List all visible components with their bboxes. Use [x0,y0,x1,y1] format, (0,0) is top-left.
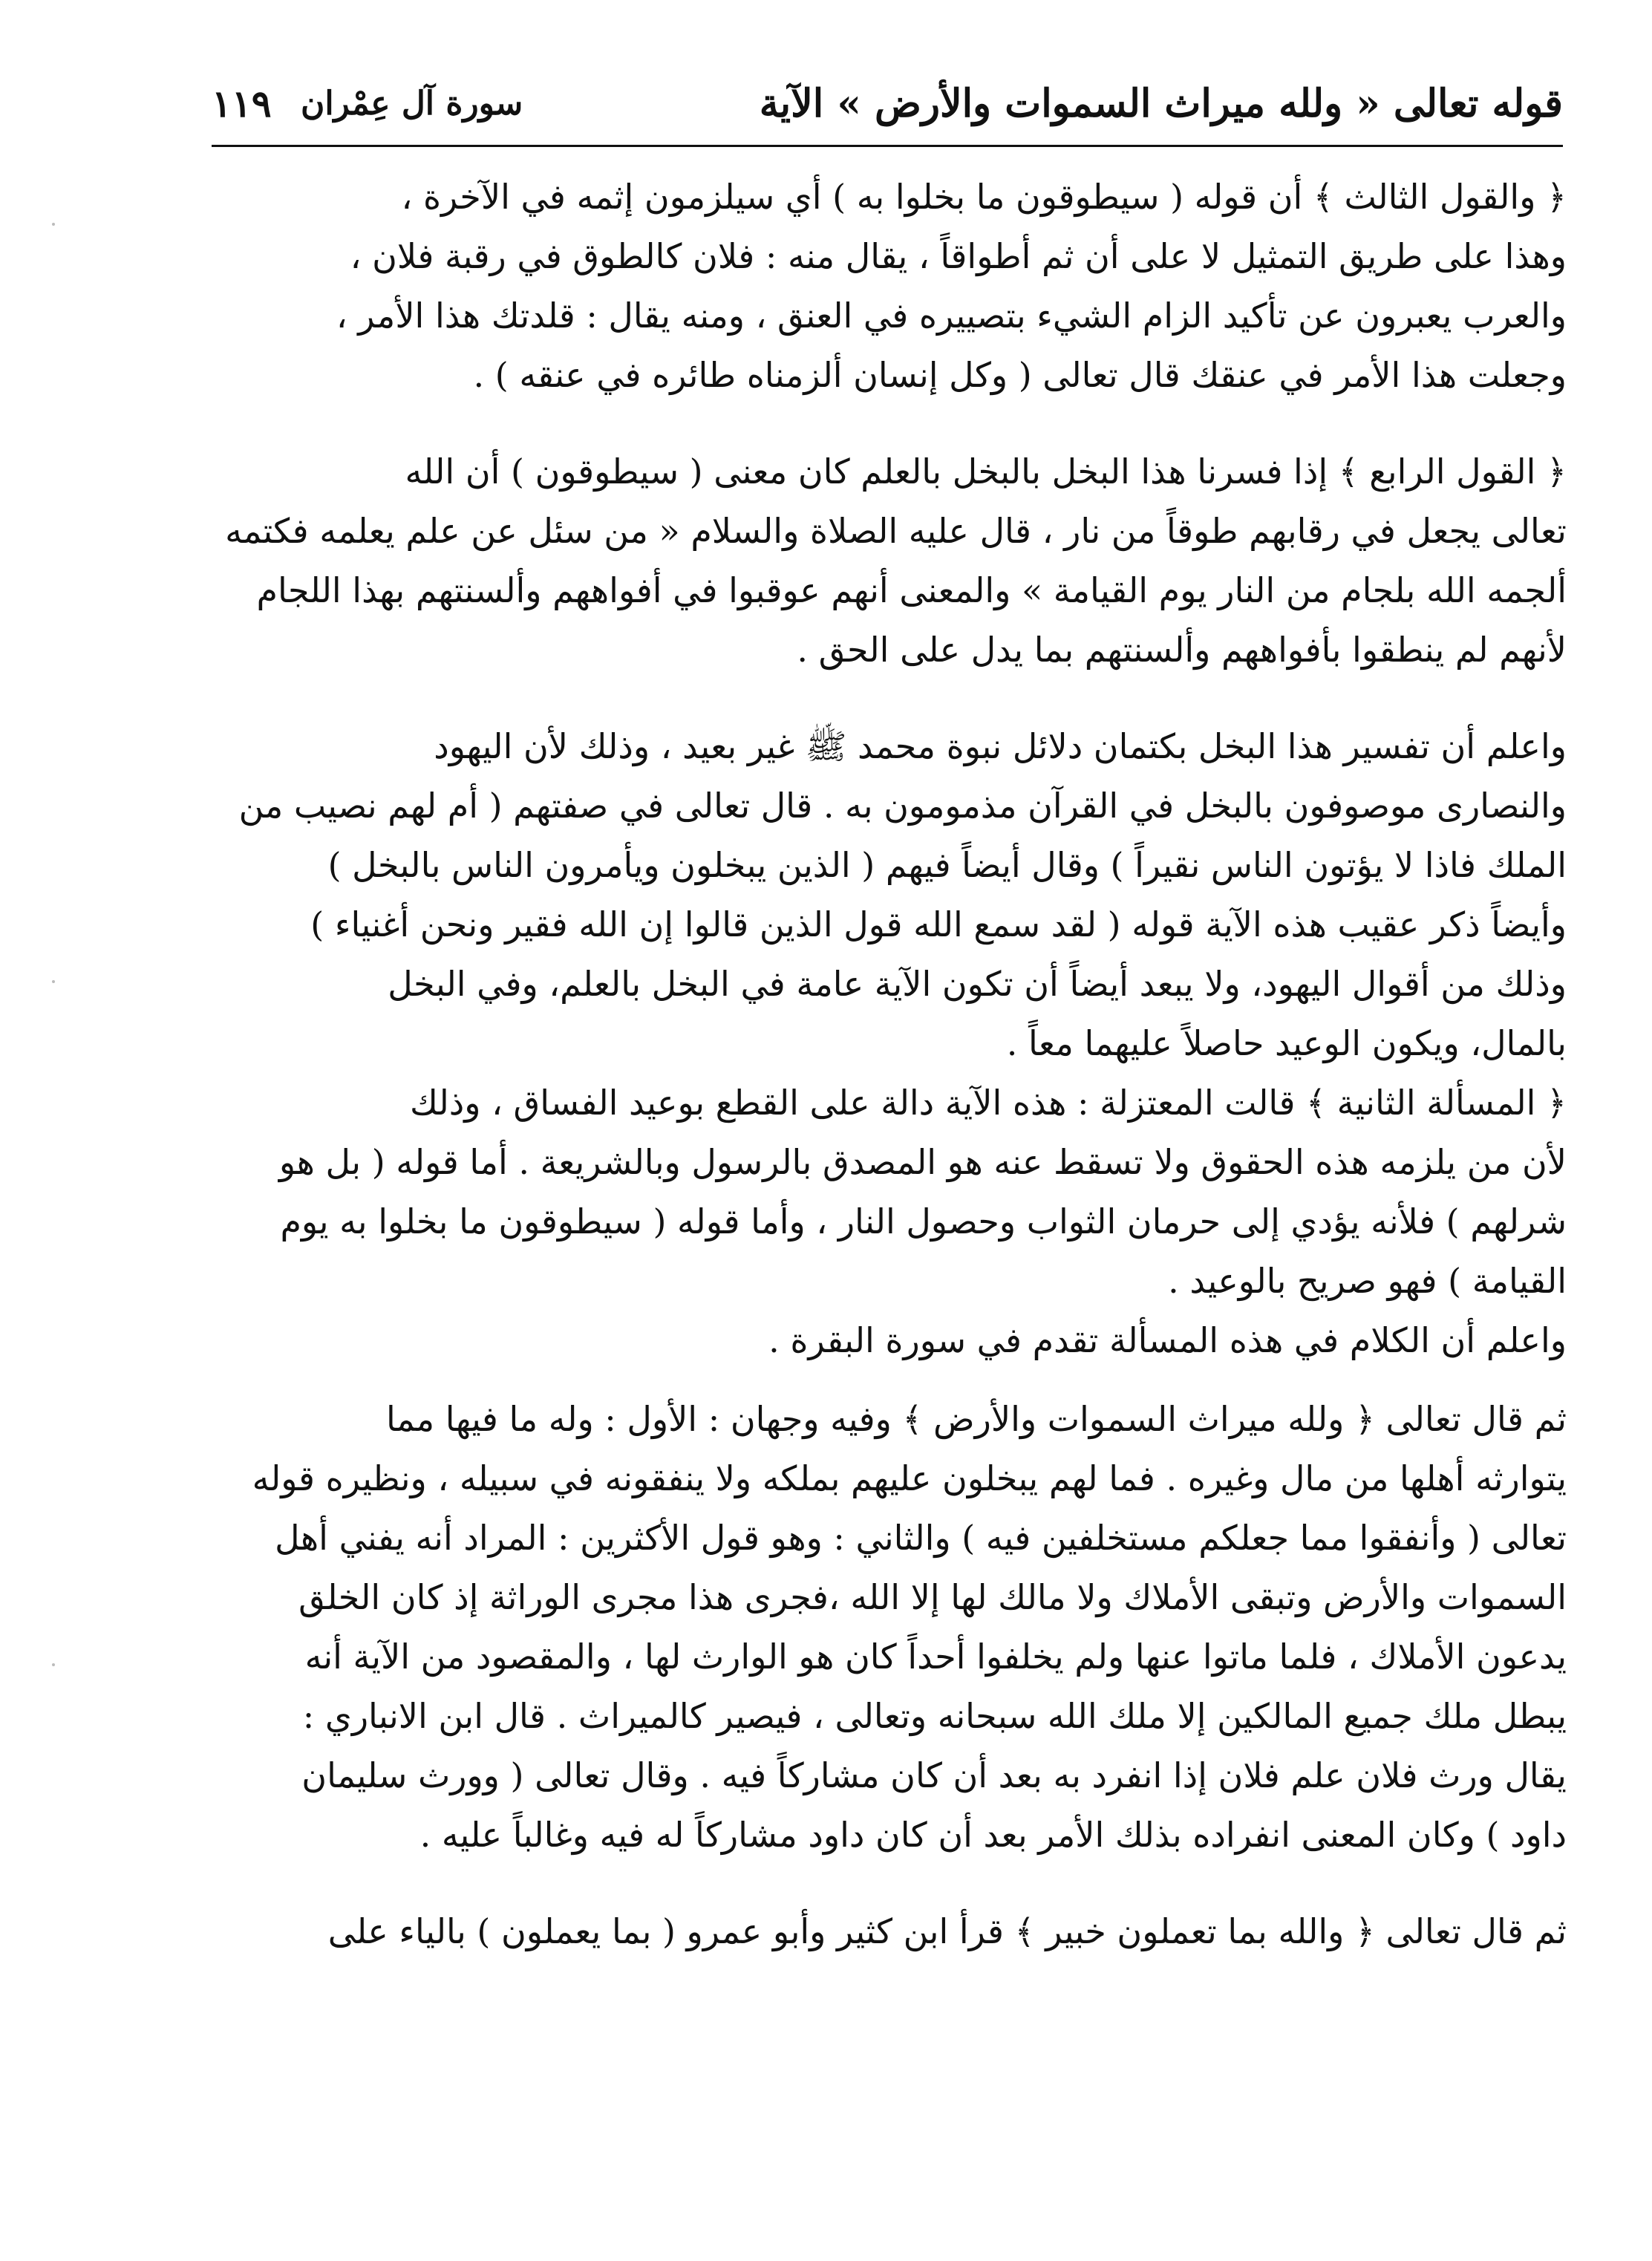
text-line: يتوارثه أهلها من مال وغيره . فما لهم يبخلون عليهم بملكه ولا ينفقونه في سبيله ، ونظيره قوله [252,1458,1567,1498]
header-title: قوله تعالى « ولله ميراث السموات والأرض » الآية [759,81,1563,126]
text-line: والعرب يعبرون عن تأكيد الزام الشيء بتصييره في العنق ، ومنه يقال : قلدتك هذا الأمر ، [336,296,1567,336]
text-line: لأنهم لم ينطقوا بأفواههم وألسنتهم بما يدل على الحق . [797,630,1567,670]
text-line: ثم قال تعالى ﴿ ولله ميراث السموات والأرض ﴾ وفيه وجهان : الأول : وله ما فيها مما [385,1399,1567,1439]
text-line: ألجمه الله بلجام من النار يوم القيامة » والمعنى أنهم عوقبوا في أفواههم وألسنتهم بهذا اللجام [256,570,1567,610]
text-line: واعلم أن الكلام في هذه المسألة تقدم في سورة البقرة . [768,1320,1567,1360]
text-line: تعالى يجعل في رقابهم طوقاً من نار ، قال عليه الصلاة والسلام « من سئل عن علم يعلمه فكتمه [225,511,1567,551]
text-line: شرلهم ) فلأنه يؤدي إلى حرمان الثواب وحصول النار ، وأما قوله ( سيطوقون ما بخلوا به يوم [280,1201,1567,1242]
text-line: وذلك من أقوال اليهود، ولا يبعد أيضاً أن تكون الآية عامة في البخل بالعلم، وفي البخل [388,964,1567,1004]
text-line: ثم قال تعالى ﴿ والله بما تعملون خبير ﴾ قرأ ابن كثير وأبو عمرو ( بما يعملون ) بالياء على [327,1911,1567,1951]
text-line: وجعلت هذا الأمر في عنقك قال تعالى ( وكل إنسان ألزمناه طائره في عنقه ) . [473,355,1567,395]
text-line: ﴿ القول الرابع ﴾ إذا فسرنا هذا البخل بالبخل بالعلم كان معنى ( سيطوقون ) أن الله [405,451,1567,492]
running-header [212,74,1563,134]
text-line: واعلم أن تفسير هذا البخل بكتمان دلائل نبوة محمد ﷺ غير بعيد ، وذلك لأن اليهود [434,726,1567,766]
text-line: لأن من يلزمه هذه الحقوق ولا تسقط عنه هو المصدق بالرسول وبالشريعة . أما قوله ( بل هو [278,1142,1567,1182]
text-line: السموات والأرض وتبقى الأملاك ولا مالك لها إلا الله ،فجرى هذا مجرى الوراثة إذ كان الخلق [298,1577,1567,1617]
text-line: يبطل ملك جميع المالكين إلا ملك الله سبحانه وتعالى ، فيصير كالميراث . قال ابن الانباري : [302,1696,1567,1736]
page-number: ١١٩ [212,82,272,125]
text-line: بالمال، ويكون الوعيد حاصلاً عليهما معاً . [1006,1023,1567,1063]
text-line: القيامة ) فهو صريح بالوعيد . [1168,1261,1567,1301]
body-text [215,167,1567,2112]
text-line: والنصارى موصوفون بالبخل في القرآن مذمومون به . قال تعالى في صفتهم ( أم لهم نصيب من [238,786,1567,826]
text-line: داود ) وكان المعنى انفراده بذلك الأمر بعد أن كان داود مشاركاً له فيه وغالباً عليه . [419,1815,1567,1855]
margin-marks [52,0,56,2261]
text-line: يقال ورث فلان علم فلان إذا انفرد به بعد أن كان مشاركاً فيه . وقال تعالى ( وورث سليمان [301,1755,1567,1795]
text-line: وأيضاً ذكر عقيب هذه الآية قوله ( لقد سمع الله قول الذين قالوا إن الله فقير ونحن أغنياء ) [310,904,1567,944]
text-line: الملك فاذا لا يؤتون الناس نقيراً ) وقال أيضاً فيهم ( الذين يبخلون ويأمرون الناس بالبخل ) [327,845,1567,885]
text-line: ﴿ المسألة الثانية ﴾ قالت المعتزلة : هذه الآية دالة على القطع بوعيد الفساق ، وذلك [409,1083,1567,1123]
text-line: ﴿ والقول الثالث ﴾ أن قوله ( سيطوقون ما بخلوا به ) أي سيلزمون إثمه في الآخرة ، [401,177,1567,217]
text-line: تعالى ( وأنفقوا مما جعلكم مستخلفين فيه ) والثاني : وهو قول الأكثرين : المراد أنه يفني أهل [275,1518,1567,1558]
text-line: يدعون الأملاك ، فلما ماتوا عنها ولم يخلفوا أحداً كان هو الوارث لها ، والمقصود من الآية أنه [304,1637,1567,1677]
header-surah-name: سورة آل عِمْران [301,85,523,123]
header-rule [212,145,1563,147]
text-line: وهذا على طريق التمثيل لا على أن ثم أطواقاً ، يقال منه : فلان كالطوق في رقبة فلان ، [350,236,1567,276]
